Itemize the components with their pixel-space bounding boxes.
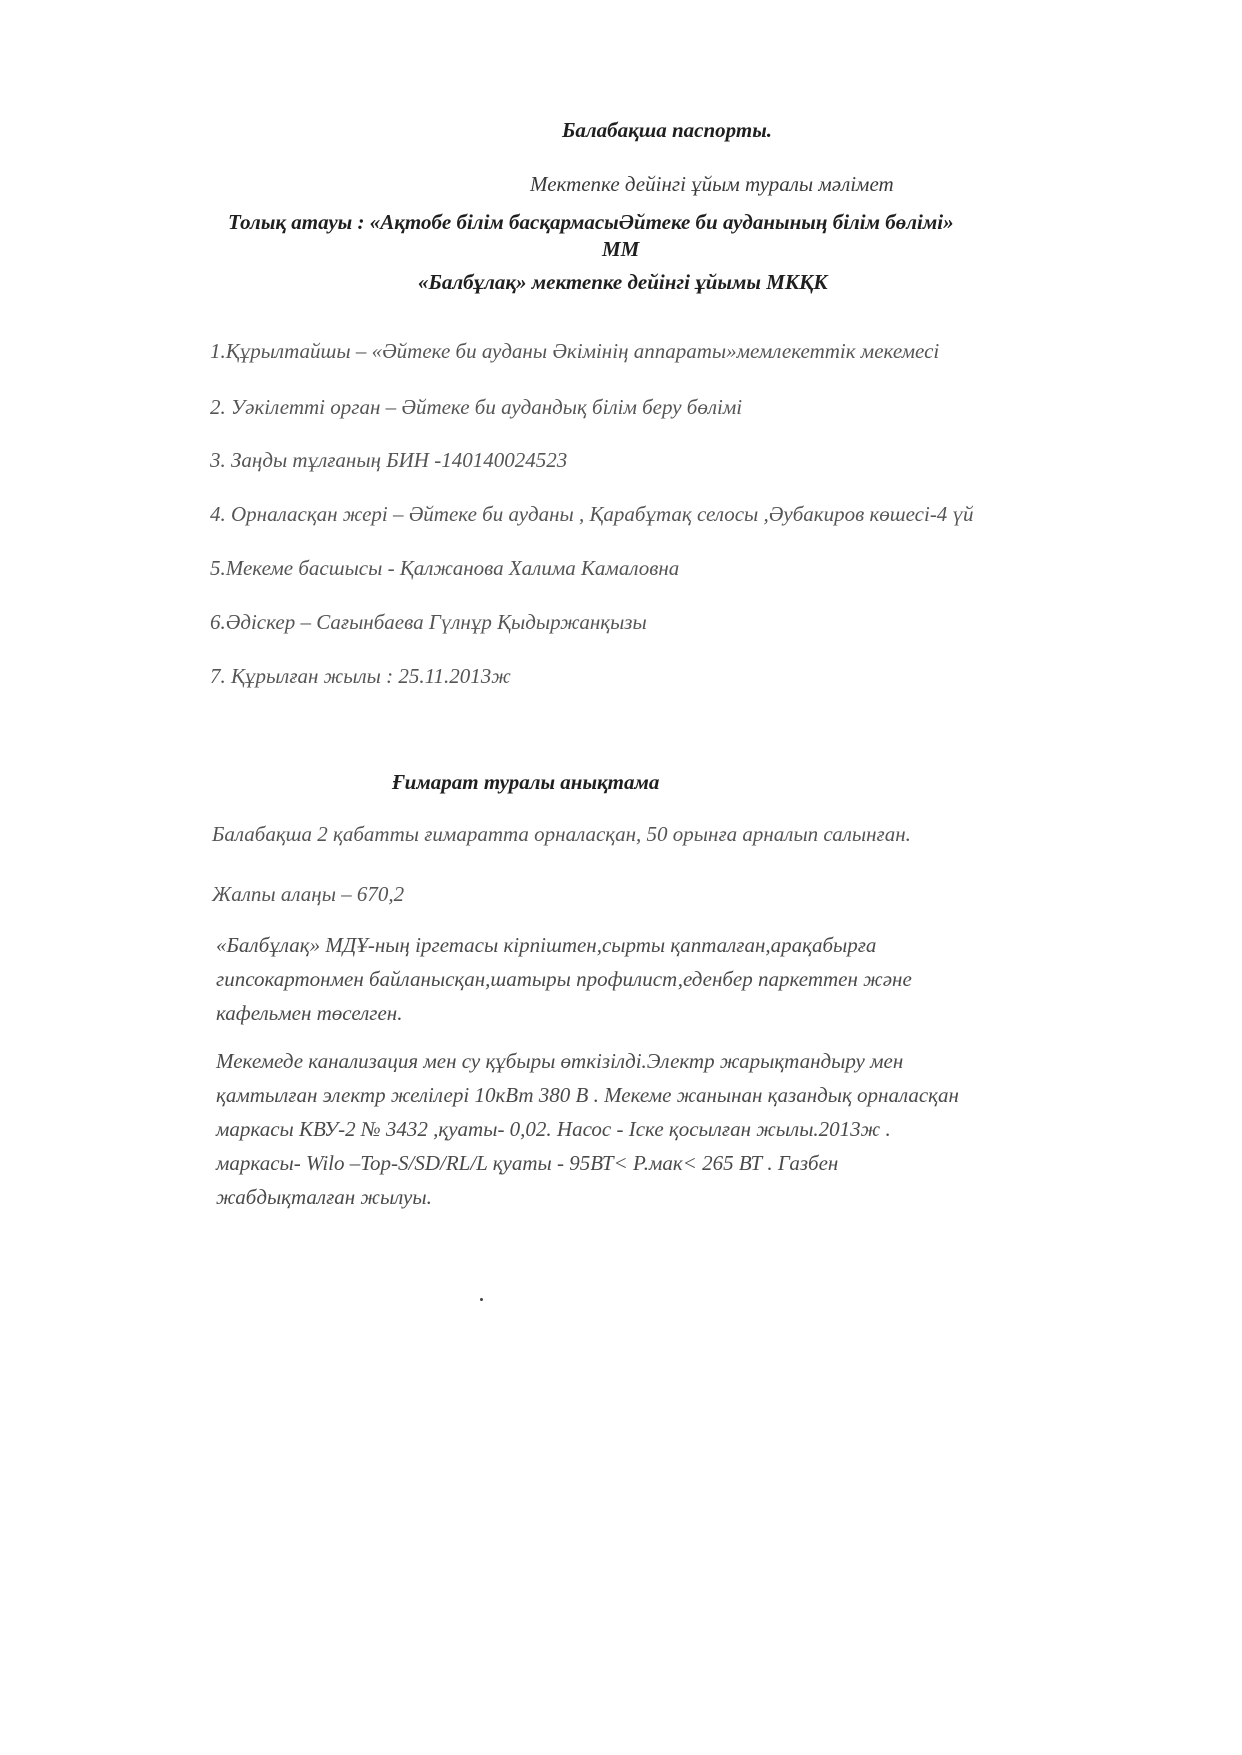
construction-line-3: кафельмен төселген. bbox=[216, 1001, 403, 1025]
building-paragraph-construction bbox=[216, 928, 912, 1030]
item-address: 4. Орналасқан жері – Әйтеке би ауданы , Қарабұтақ селосы ,Әубакиров көшесі-4 үй bbox=[210, 502, 974, 526]
document-subtitle: Мектепке дейінгі ұйым туралы мәлімет bbox=[530, 172, 894, 196]
item-bin: 3. Заңды тұлғаның БИН -140140024523 bbox=[210, 448, 568, 472]
building-paragraph-capacity: Балабақша 2 қабатты ғимаратта орналасқан, 50 орынға арналып салынған. bbox=[212, 822, 911, 846]
organization-name: «Балбұлақ» мектепке дейінгі ұйымы МКҚК bbox=[418, 270, 828, 294]
building-paragraph-area: Жалпы алаңы – 670,2 bbox=[212, 882, 405, 906]
mm-abbreviation: ММ bbox=[602, 237, 640, 261]
item-founded-year: 7. Құрылған жылы : 25.11.2013ж bbox=[210, 664, 511, 688]
utilities-line-4: маркасы- Wilo –Top-S/SD/RL/L қуаты - 95ВТ< Р.мак< 265 ВТ . Газбен bbox=[216, 1151, 839, 1175]
utilities-line-1: Мекемеде канализация мен су құбыры өткізілді.Электр жарықтандыру мен bbox=[216, 1049, 904, 1073]
item-founder: 1.Құрылтайшы – «Әйтеке би ауданы Әкімінің аппараты»мемлекеттік мекемесі bbox=[210, 339, 940, 363]
item-methodist: 6.Әдіскер – Сағынбаева Гүлнұр Қыдыржанқызы bbox=[210, 610, 647, 634]
construction-line-1: «Балбұлақ» МДҰ-ның іргетасы кірпіштен,сырты қапталған,арақабырға bbox=[216, 933, 877, 957]
document-title: Балабақша паспорты. bbox=[562, 118, 773, 142]
stray-dot bbox=[480, 1298, 483, 1301]
building-paragraph-utilities bbox=[216, 1044, 959, 1214]
item-authorized-body: 2. Уәкілетті орган – Әйтеке би аудандық білім беру бөлімі bbox=[210, 395, 743, 419]
utilities-line-3: маркасы КВУ-2 № 3432 ,қуаты- 0,02. Насос - Іске қосылған жылы.2013ж . bbox=[216, 1117, 891, 1141]
construction-line-2: гипсокартонмен байланысқан,шатыры профилист,еденбер паркеттен және bbox=[216, 967, 912, 991]
item-director: 5.Мекеме басшысы - Қалжанова Халима Камаловна bbox=[210, 556, 680, 580]
building-heading: Ғимарат туралы анықтама bbox=[392, 770, 660, 794]
utilities-line-2: қамтылған электр желілері 10кВт 380 В . Мекеме жанынан қазандық орналасқан bbox=[216, 1083, 959, 1107]
utilities-line-5: жабдықталған жылуы. bbox=[216, 1185, 432, 1209]
full-name-line: Толық атауы : «Ақтобе білім басқармасыӘйтеке би ауданының білім бөлімі» bbox=[228, 210, 954, 234]
